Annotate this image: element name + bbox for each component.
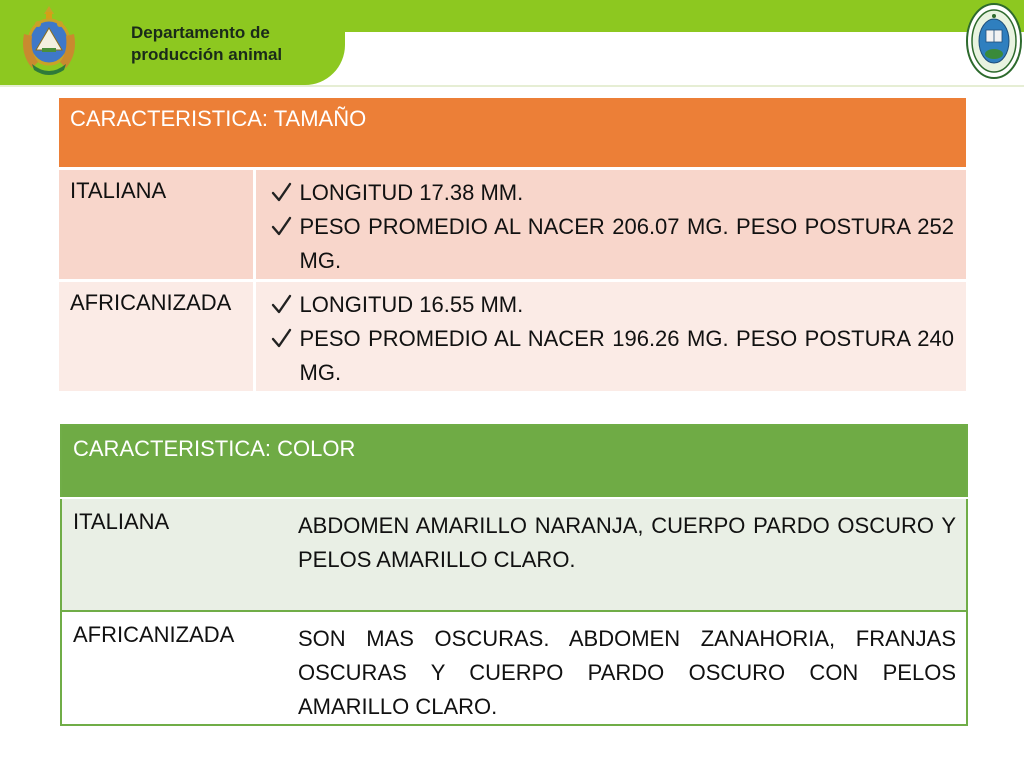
breed-label-africanizada: AFRICANIZADA: [59, 280, 254, 391]
header-divider: [0, 85, 1024, 87]
color-characteristic-table: [60, 424, 968, 726]
list-item: [268, 322, 955, 390]
table-row: [59, 280, 966, 391]
size-table-title: CARACTERISTICA: TAMAÑO: [59, 98, 966, 168]
breed-label-italiana: ITALIANA: [59, 168, 254, 280]
department-title-line1: Departamento de: [131, 23, 270, 42]
checkmark-icon: [270, 176, 292, 210]
size-table-header-row: [59, 98, 966, 168]
university-seal-icon: [966, 2, 1022, 80]
bullet-text: PESO PROMEDIO AL NACER 206.07 MG. PESO POSTURA 252 MG.: [299, 213, 954, 273]
bullet-text: LONGITUD 16.55 MM.: [299, 291, 524, 317]
color-table-header-row: [61, 425, 967, 498]
list-item: [268, 210, 955, 278]
checkmark-icon: [270, 210, 292, 244]
national-coat-of-arms-icon: [18, 4, 80, 78]
size-details-africanizada: [254, 280, 966, 391]
breed-label-africanizada: AFRICANIZADA: [61, 611, 286, 725]
department-title-line2: producción animal: [131, 45, 283, 64]
bullet-text: LONGITUD 17.38 MM.: [299, 179, 524, 205]
color-description-africanizada: SON MAS OSCURAS. ABDOMEN ZANAHORIA, FRANJAS OSCURAS Y CUERPO PARDO OSCURO CON PELOS AMARILLO CLARO.: [286, 611, 967, 725]
color-description-italiana: ABDOMEN AMARILLO NARANJA, CUERPO PARDO OSCURO Y PELOS AMARILLO CLARO.: [286, 498, 967, 611]
table-row: [61, 611, 967, 725]
list-item: [268, 288, 955, 322]
size-characteristic-table: [59, 98, 966, 391]
checkmark-icon: [270, 322, 292, 356]
table-row: [59, 168, 966, 280]
color-table-title: CARACTERISTICA: COLOR: [61, 425, 967, 498]
bullet-text: PESO PROMEDIO AL NACER 196.26 MG. PESO POSTURA 240 MG.: [299, 325, 954, 385]
breed-label-italiana: ITALIANA: [61, 498, 286, 611]
list-item: [268, 176, 955, 210]
department-title: [131, 22, 331, 66]
checkmark-icon: [270, 288, 292, 322]
table-row: [61, 498, 967, 611]
size-details-italiana: [254, 168, 966, 280]
